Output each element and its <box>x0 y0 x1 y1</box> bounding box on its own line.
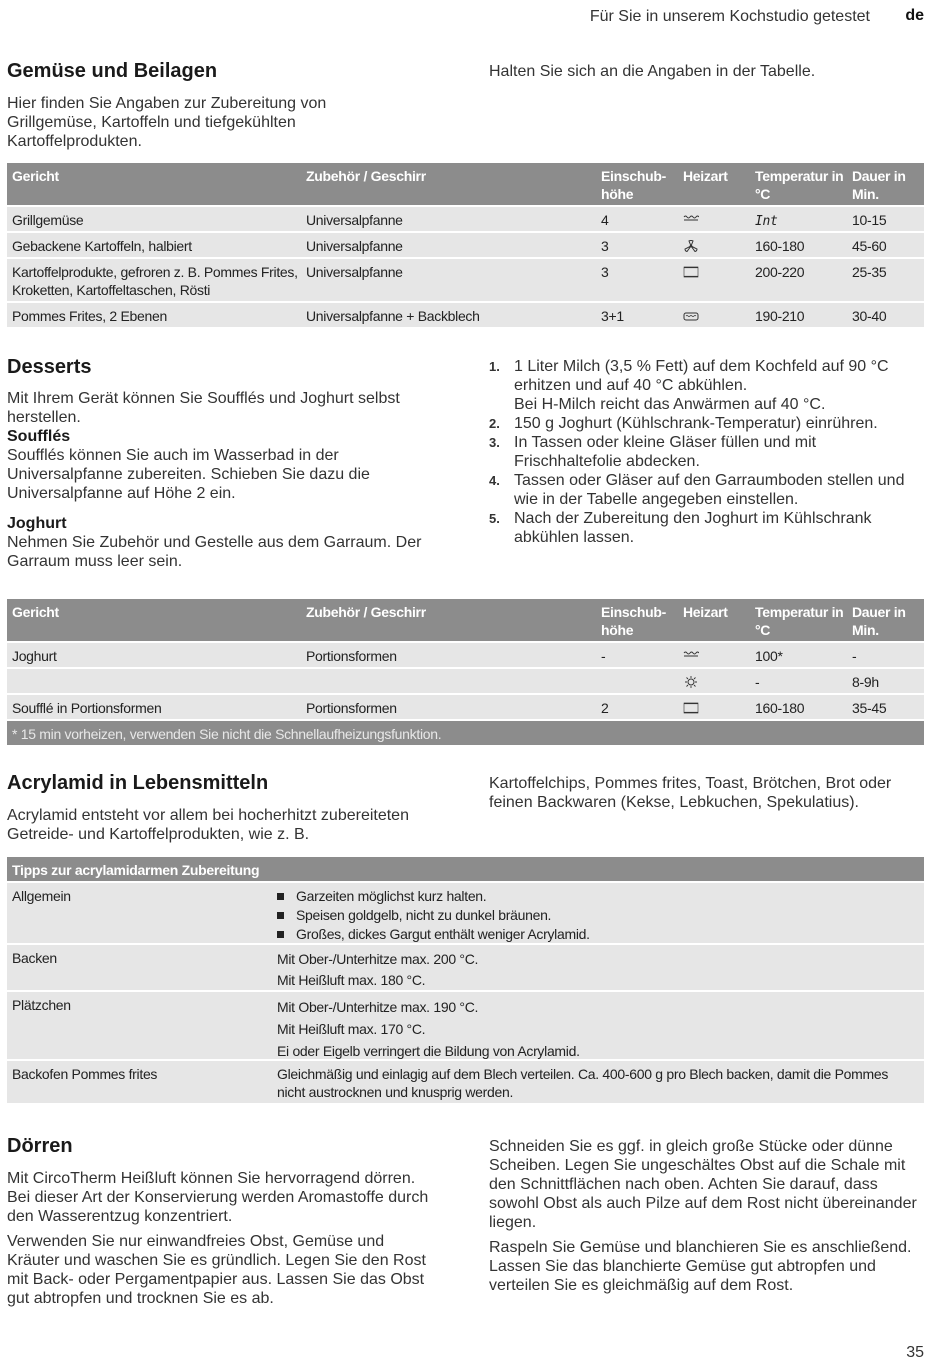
intro-gemuese: Hier finden Sie Angaben zur Zubereitung von Grillgemüse, Kartoffeln und tiefgekühlten Kartoffelprodukten. <box>7 95 327 150</box>
heading-doerren: Dörren <box>7 1135 73 1157</box>
col-einschub: Einschub-höhe <box>601 604 666 638</box>
cell-level: - <box>601 648 606 664</box>
table-row <box>7 990 924 1059</box>
list-item <box>489 357 919 414</box>
cell-dish: Grillgemüse <box>12 212 84 228</box>
step-number: 4. <box>489 473 500 488</box>
grill-wave-icon <box>683 647 749 665</box>
step-text: In Tassen oder kleine Gläser füllen und mit Frischhaltefolie abdecken. <box>514 434 817 470</box>
list-item <box>489 509 919 547</box>
col-heizart: Heizart <box>683 168 728 184</box>
step-number: 2. <box>489 416 500 431</box>
cell-time: 8-9h <box>852 674 879 690</box>
table-row <box>7 693 924 719</box>
int-label: Int <box>755 214 778 229</box>
table-header <box>7 163 924 205</box>
bullet-icon <box>277 893 284 900</box>
col-heizart: Heizart <box>683 604 728 620</box>
table-row <box>7 231 924 257</box>
tips-line: Mit Ober-/Unterhitze max. 200 °C. <box>277 951 479 967</box>
col-zubehoer: Zubehör / Geschirr <box>306 604 426 620</box>
cell-level: 3 <box>601 238 609 254</box>
acryl-right: Kartoffelchips, Pommes frites, Toast, Brötchen, Brot oder feinen Backwaren (Kekse, Lebkuchen, Spekulatius). <box>489 775 892 811</box>
table-row <box>7 881 924 943</box>
souffle-title: Soufflés <box>7 428 71 445</box>
table-row <box>7 1059 924 1103</box>
tips-line: Mit Heißluft max. 170 °C. <box>277 1021 426 1037</box>
table-acrylamid-tips <box>7 857 924 1103</box>
joghurt-title: Joghurt <box>7 515 67 532</box>
cell-temp: - <box>755 674 760 690</box>
table-row <box>7 205 924 231</box>
list-item <box>277 925 917 944</box>
col-temperatur: Temperatur in °C <box>755 604 844 638</box>
list-item <box>277 887 917 906</box>
table-row <box>7 641 924 667</box>
doerren-p2: Verwenden Sie nur einwandfreies Obst, Gemüse und Kräuter und waschen Sie es gründlich. Legen Sie den Rost mit Back- oder Pergamentpapier aus. Lassen Sie das Obst gut abtropfen und trocknen Sie es ab. <box>7 1233 426 1307</box>
tips-bullets <box>277 887 917 944</box>
step-text: Nach der Zubereitung den Joghurt im Kühlschrank abkühlen lassen. <box>514 510 872 546</box>
step-text: 1 Liter Milch (3,5 % Fett) auf dem Kochfeld auf 90 °C erhitzen und auf 40 °C abkühlen. <box>514 358 889 394</box>
col-zubehoer: Zubehör / Geschirr <box>306 168 426 184</box>
doerren-p3: Schneiden Sie es ggf. in gleich große Stücke oder dünne Scheiben. Legen Sie ungeschältes Obst auf die Schale mit den Schnittflächen nach oben. Achten Sie darauf, dass sowohl Obst als auch Pilze auf dem Rost nicht übereinander liegen. <box>489 1138 917 1231</box>
joghurt-text: Nehmen Sie Zubehör und Gestelle aus dem Garraum. Der Garraum muss leer sein. <box>7 534 422 570</box>
doerren-p1: Mit CircoTherm Heißluft können Sie hervorragend dörren. Bei dieser Art der Konservierung werden Aromastoffe durch den Wasserentzug konzentriert. <box>7 1170 429 1225</box>
tips-line: Mit Heißluft max. 180 °C. <box>277 972 426 988</box>
tips-values <box>277 949 917 991</box>
running-header: Für Sie in unserem Kochstudio getestet <box>589 8 870 25</box>
step-number: 1. <box>489 359 500 374</box>
table-header <box>7 857 924 881</box>
step-number: 5. <box>489 511 500 526</box>
tips-values: Gleichmäßig und einlagig auf dem Blech verteilen. Ca. 400-600 g pro Blech backen, damit die Pommes nicht austrocknen und knusprig werden. <box>277 1066 889 1100</box>
bullet-text: Garzeiten möglichst kurz halten. <box>296 888 487 904</box>
doerren-p4: Raspeln Sie Gemüse und blanchieren Sie es anschließend. Lassen Sie das blanchierte Gemüse gut abtropfen und verteilen Sie es gleichmäßig auf dem Rost. <box>489 1239 912 1294</box>
cell-time: 35-45 <box>852 700 887 716</box>
cell-temp: 160-180 <box>755 700 805 716</box>
list-item <box>489 471 919 509</box>
table-row <box>7 667 924 693</box>
table-gemuese <box>7 163 924 327</box>
table-footnote <box>7 719 924 745</box>
col-dauer: Dauer in Min. <box>852 168 906 202</box>
cell-level: 3+1 <box>601 308 624 324</box>
step-text: 150 g Joghurt (Kühlschrank-Temperatur) einrühren. <box>514 415 878 432</box>
table-row <box>7 301 924 327</box>
cell-acc: Universalpfanne <box>306 212 403 228</box>
tips-label: Plätzchen <box>12 997 71 1013</box>
top-bottom-heat-icon <box>683 699 749 717</box>
cell-time: 25-35 <box>852 264 887 280</box>
cell-acc: Portionsformen <box>306 700 397 716</box>
step-text: Tassen oder Gläser auf den Garraumboden stellen und wie in der Tabelle angegeben einstellen. <box>514 472 905 508</box>
footnote-text: * 15 min vorheizen, verwenden Sie nicht die Schnellaufheizungsfunktion. <box>12 726 442 742</box>
souffle-text: Soufflés können Sie auch im Wasserbad in der Universalpfanne zubereiten. Schieben Sie dazu die Universalpfanne auf Höhe 2 ein. <box>7 447 370 502</box>
list-item <box>489 433 919 471</box>
joghurt-steps <box>489 357 919 547</box>
bullet-icon <box>277 912 284 919</box>
list-item <box>277 906 917 925</box>
cell-time: - <box>852 648 857 664</box>
table-row <box>7 257 924 301</box>
table-desserts <box>7 599 924 745</box>
doerren-left <box>7 1169 437 1314</box>
acryl-intro: Acrylamid entsteht vor allem bei hocherhitzt zubereiteten Getreide- und Kartoffelprodukten, wie z. B. <box>7 807 409 843</box>
heading-acrylamid: Acrylamid in Lebensmitteln <box>7 772 269 794</box>
fan-icon <box>683 237 749 255</box>
step-extra: Bei H-Milch reicht das Anwärmen auf 40 °C. <box>514 396 826 413</box>
language-code: de <box>905 7 924 24</box>
cell-temp: 160-180 <box>755 238 805 254</box>
desserts-left <box>7 389 452 571</box>
cell-dish: Soufflé in Portionsformen <box>12 700 162 716</box>
light-icon <box>683 673 749 691</box>
cell-level: 2 <box>601 700 609 716</box>
tips-line: Mit Ober-/Unterhitze max. 190 °C. <box>277 999 479 1015</box>
cell-temp: 200-220 <box>755 264 805 280</box>
tips-line: Ei oder Eigelb verringert die Bildung von Acrylamid. <box>277 1043 580 1059</box>
grill-wave-icon <box>683 211 749 229</box>
cell-temp: 190-210 <box>755 308 805 324</box>
cell-time: 30-40 <box>852 308 887 324</box>
cell-level: 3 <box>601 264 609 280</box>
list-item <box>489 414 919 433</box>
desserts-intro: Mit Ihrem Gerät können Sie Soufflés und Joghurt selbst herstellen. <box>7 390 400 426</box>
cell-dish: Kartoffelprodukte, gefroren z. B. Pommes Frites, Kroketten, Kartoffeltaschen, Rösti <box>12 264 298 298</box>
cell-time: 45-60 <box>852 238 887 254</box>
cell-temp <box>755 211 847 231</box>
heading-desserts: Desserts <box>7 356 92 378</box>
tips-title: Tipps zur acrylamidarmen Zubereitung <box>12 862 260 878</box>
cell-dish: Pommes Frites, 2 Ebenen <box>12 308 167 324</box>
cell-dish: Joghurt <box>12 648 57 664</box>
table-row <box>7 943 924 990</box>
top-bottom-heat-icon <box>683 263 749 281</box>
cell-acc: Universalpfanne <box>306 264 403 280</box>
cell-time: 10-15 <box>852 212 887 228</box>
col-einschub: Einschub-höhe <box>601 168 666 202</box>
tips-values <box>277 996 917 1062</box>
bullet-text: Speisen goldgelb, nicht zu dunkel bräunen. <box>296 907 552 923</box>
cell-acc: Universalpfanne + Backblech <box>306 308 480 324</box>
bullet-icon <box>277 931 284 938</box>
doerren-right <box>489 1137 917 1301</box>
cell-acc: Portionsformen <box>306 648 397 664</box>
cell-level: 4 <box>601 212 609 228</box>
bullet-text: Großes, dickes Gargut enthält weniger Acrylamid. <box>296 926 590 942</box>
cell-temp: 100* <box>755 648 783 664</box>
table-header <box>7 599 924 641</box>
cell-acc: Universalpfanne <box>306 238 403 254</box>
note-gemuese: Halten Sie sich an die Angaben in der Tabelle. <box>489 63 816 80</box>
step-number: 3. <box>489 435 500 450</box>
hotair-icon <box>683 307 749 325</box>
col-gericht: Gericht <box>12 168 59 184</box>
col-dauer: Dauer in Min. <box>852 604 906 638</box>
tips-label: Allgemein <box>12 888 71 904</box>
heading-gemuese: Gemüse und Beilagen <box>7 60 218 82</box>
cell-dish: Gebackene Kartoffeln, halbiert <box>12 238 192 254</box>
tips-label: Backofen Pommes frites <box>12 1066 158 1082</box>
col-gericht: Gericht <box>12 604 59 620</box>
col-temperatur: Temperatur in °C <box>755 168 844 202</box>
page-number: 35 <box>906 1344 924 1361</box>
tips-label: Backen <box>12 950 57 966</box>
